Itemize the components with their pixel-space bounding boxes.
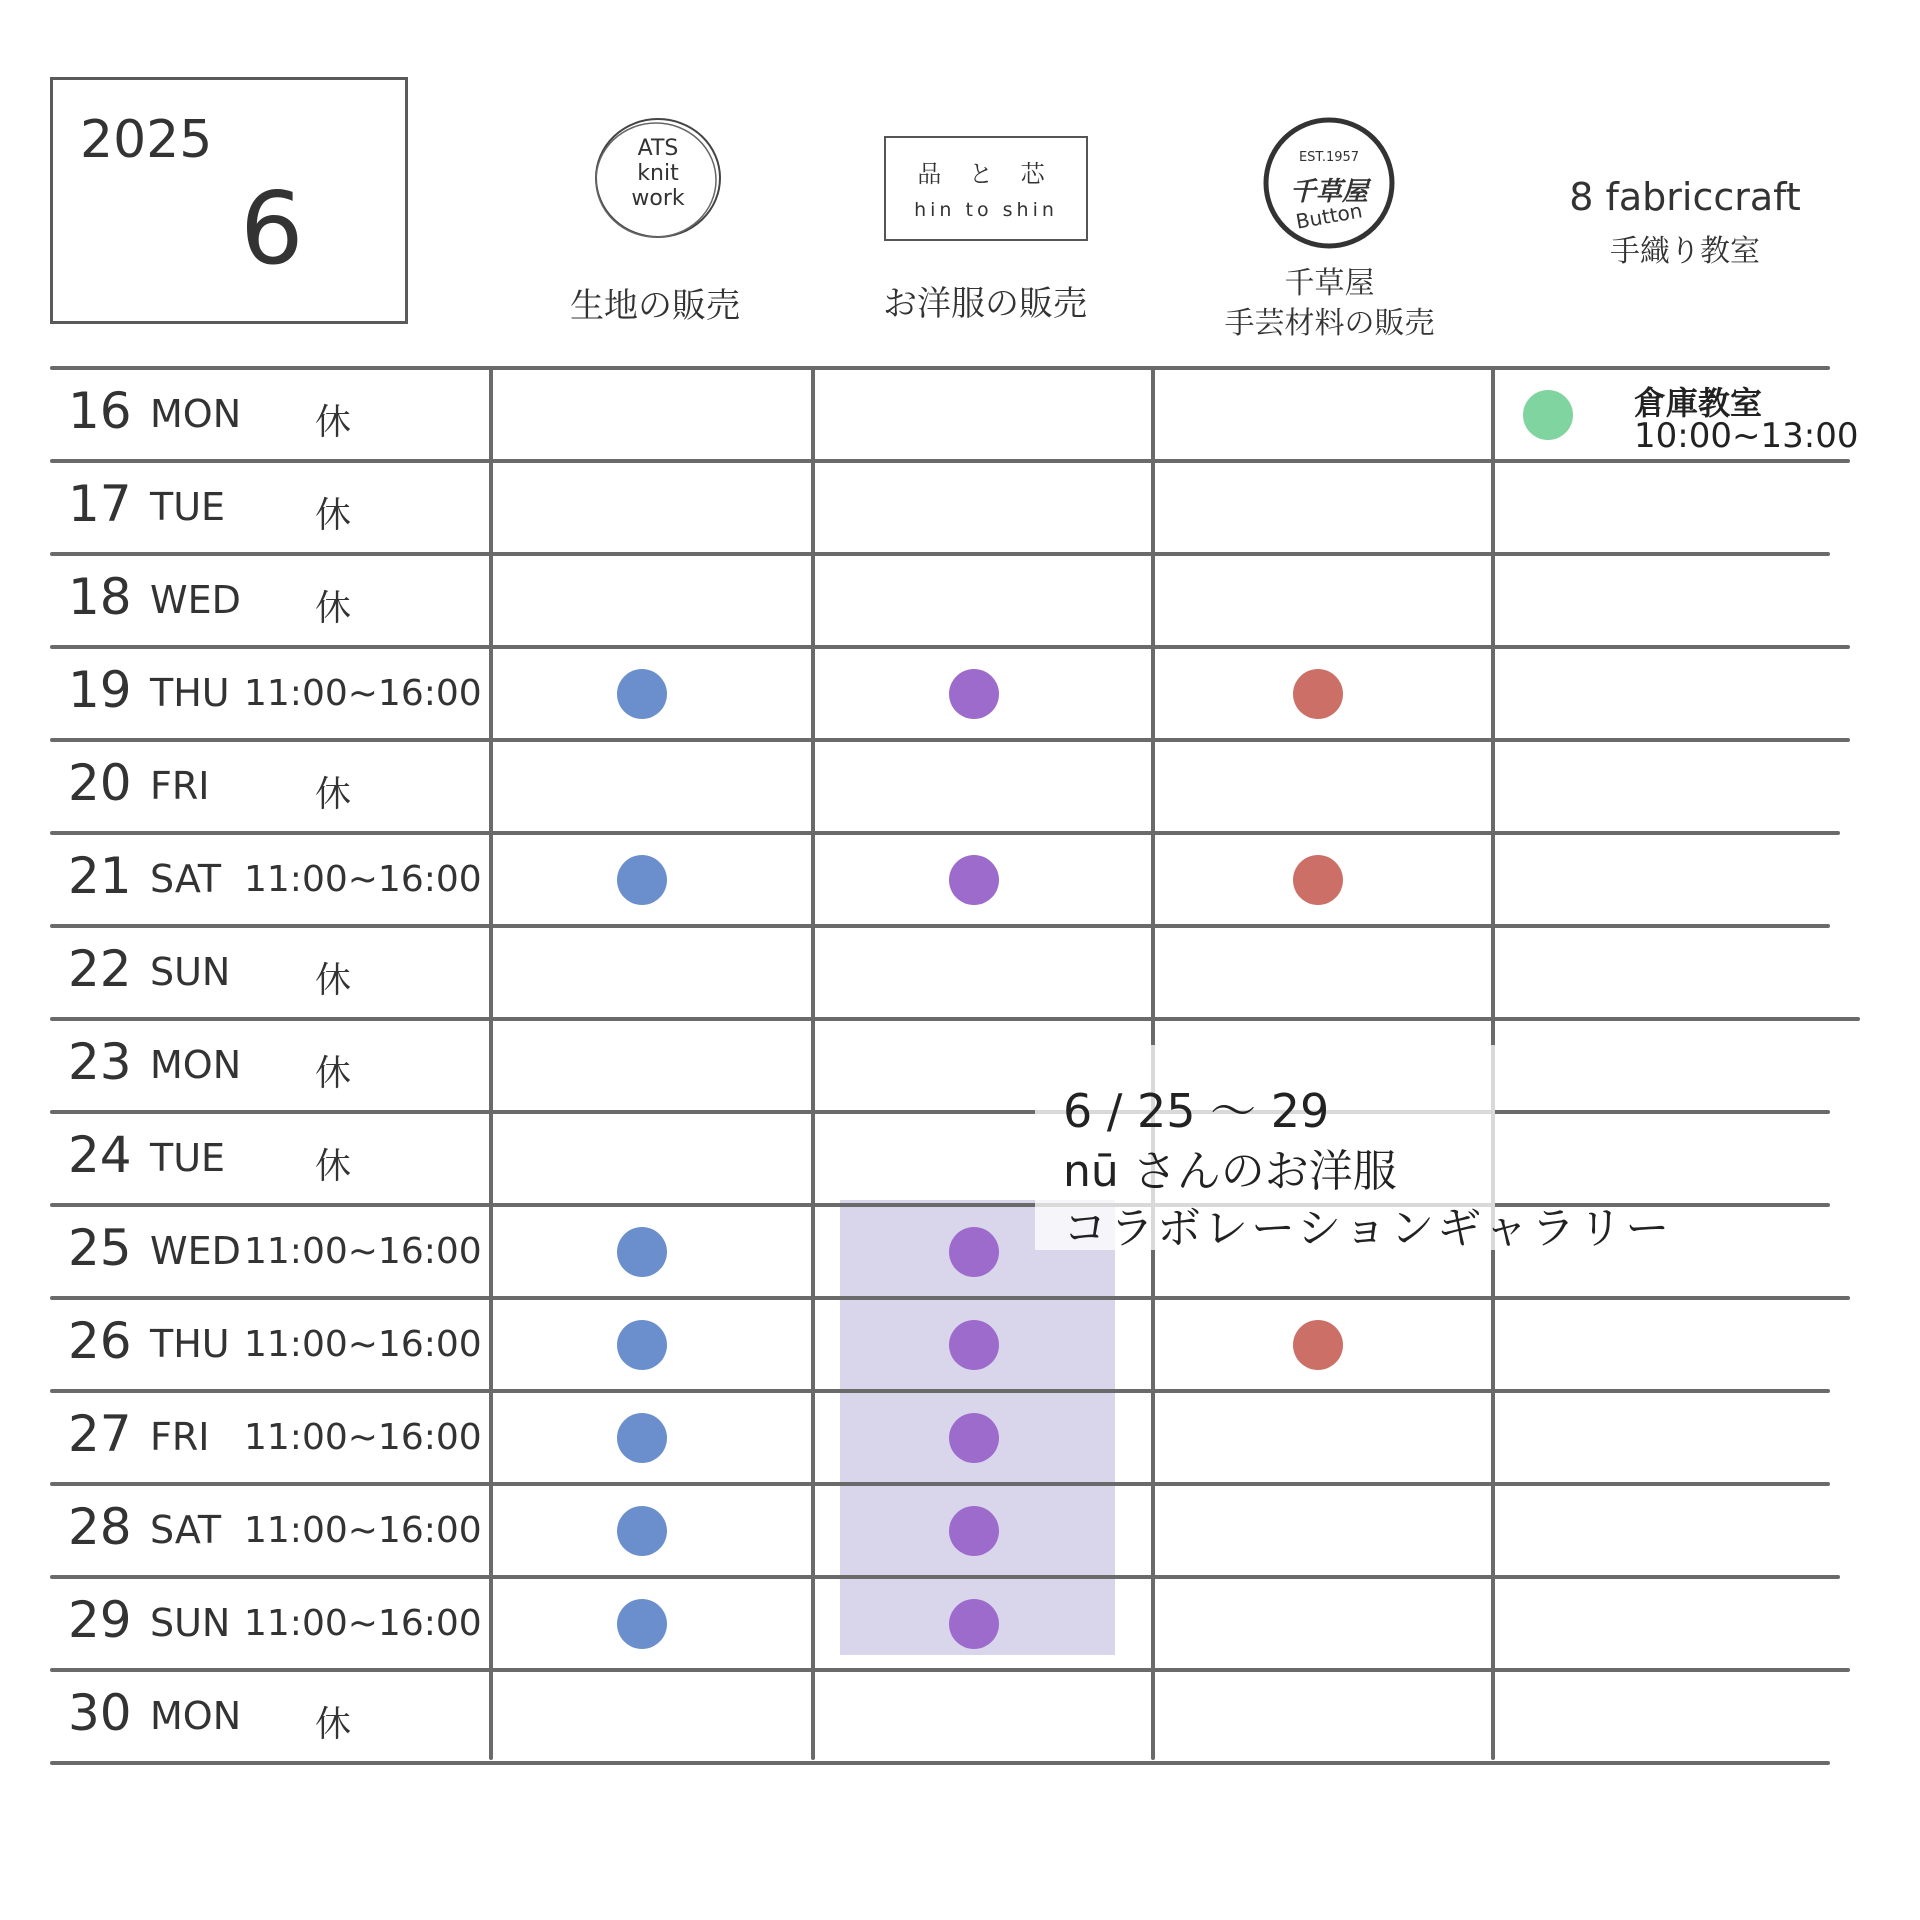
closed-label: 休 [315, 1704, 352, 1745]
workshop-time: 10:00~13:00 [1634, 416, 1859, 456]
row-divider [50, 1296, 1850, 1300]
day-of-week: SUN [150, 950, 231, 994]
row-divider [50, 366, 1830, 370]
closed-label: 休 [315, 960, 352, 1001]
day-of-week: SAT [150, 857, 222, 901]
schedule-dot [617, 855, 667, 905]
schedule-dot [617, 1227, 667, 1277]
open-hours: 11:00~16:00 [244, 859, 482, 900]
row-divider [50, 1668, 1850, 1672]
open-hours: 11:00~16:00 [244, 1510, 482, 1551]
logo-text: work [631, 186, 685, 211]
ats-knit-work-logo [592, 114, 724, 242]
day-number: 24 [68, 1126, 132, 1184]
day-of-week: WED [150, 1229, 241, 1273]
schedule-dot [1523, 390, 1573, 440]
year-label: 2025 [80, 110, 213, 170]
day-number: 25 [68, 1219, 132, 1277]
row-divider [50, 645, 1850, 649]
schedule-dot [617, 1413, 667, 1463]
closed-label: 休 [315, 774, 352, 815]
day-of-week: SUN [150, 1601, 231, 1645]
schedule-dot [617, 1599, 667, 1649]
schedule-dot [949, 669, 999, 719]
schedule-dot [617, 1506, 667, 1556]
day-of-week: WED [150, 578, 241, 622]
day-number: 21 [68, 847, 132, 905]
day-of-week: SAT [150, 1508, 222, 1552]
column-divider [489, 367, 493, 1760]
row-divider [50, 1482, 1830, 1486]
day-number: 22 [68, 940, 132, 998]
logo-text: knit [637, 161, 679, 186]
row-divider [50, 924, 1830, 928]
chigusaya-button-logo [1262, 116, 1396, 250]
row-divider [50, 1389, 1830, 1393]
day-number: 28 [68, 1498, 132, 1556]
schedule-dot [1293, 669, 1343, 719]
month-number: 6 [240, 170, 304, 287]
schedule-dot [949, 855, 999, 905]
logo-text: ATS [637, 136, 679, 161]
column-divider [811, 367, 815, 1760]
day-number: 26 [68, 1312, 132, 1370]
column-label-weaving-class: 手織り教室 [1610, 234, 1760, 269]
row-divider [50, 1575, 1840, 1579]
gallery-title: nū さんのお洋服 [1063, 1146, 1397, 1197]
day-number: 27 [68, 1405, 132, 1463]
open-hours: 11:00~16:00 [244, 1417, 482, 1458]
hin-to-shin-logo [884, 136, 1088, 241]
day-of-week: TUE [150, 485, 226, 529]
logo-text: Button [1293, 198, 1365, 234]
day-of-week: MON [150, 1694, 242, 1738]
schedule-dot [617, 669, 667, 719]
day-of-week: MON [150, 1043, 242, 1087]
gallery-subtitle: コラボレーションギャラリー [1063, 1203, 1673, 1254]
closed-label: 休 [315, 1146, 352, 1187]
row-divider [50, 1761, 1830, 1765]
open-hours: 11:00~16:00 [244, 1231, 482, 1272]
column-label-chigusaya: 千草屋 [1284, 266, 1375, 301]
logo-text: hin to shin [914, 199, 1058, 221]
schedule-dot [949, 1320, 999, 1370]
day-number: 17 [68, 475, 132, 533]
closed-label: 休 [315, 495, 352, 536]
column-label-fabriccraft: 8 fabriccraft [1569, 175, 1801, 219]
day-number: 29 [68, 1591, 132, 1649]
row-divider [50, 1017, 1860, 1021]
logo-text: 品 と 芯 [917, 160, 1055, 188]
column-label-clothes: お洋服の販売 [883, 284, 1087, 324]
day-number: 30 [68, 1684, 132, 1742]
column-label-fabric: 生地の販売 [570, 286, 740, 326]
closed-label: 休 [315, 588, 352, 629]
open-hours: 11:00~16:00 [244, 1324, 482, 1365]
schedule-dot [949, 1227, 999, 1277]
closed-label: 休 [315, 402, 352, 443]
day-of-week: TUE [150, 1136, 226, 1180]
gallery-dates: 6 / 25 ～ 29 [1063, 1084, 1330, 1138]
open-hours: 11:00~16:00 [244, 1603, 482, 1644]
row-divider [50, 831, 1840, 835]
workshop-place: 倉庫教室 [1634, 384, 1763, 422]
row-divider [50, 459, 1850, 463]
row-divider [50, 1110, 1830, 1114]
day-of-week: THU [150, 1322, 230, 1366]
row-divider [50, 738, 1850, 742]
day-number: 19 [68, 661, 132, 719]
open-hours: 11:00~16:00 [244, 673, 482, 714]
schedule-dot [617, 1320, 667, 1370]
schedule-dot [949, 1413, 999, 1463]
day-number: 20 [68, 754, 132, 812]
day-number: 16 [68, 382, 132, 440]
schedule-dot [949, 1599, 999, 1649]
day-number: 18 [68, 568, 132, 626]
closed-label: 休 [315, 1053, 352, 1094]
logo-text: 千草屋 [1289, 177, 1368, 207]
schedule-dot [1293, 1320, 1343, 1370]
schedule-dot [1293, 855, 1343, 905]
logo-text: EST.1957 [1298, 150, 1360, 165]
column-label-craft-supplies: 手芸材料の販売 [1224, 306, 1435, 341]
day-of-week: THU [150, 671, 230, 715]
day-of-week: MON [150, 392, 242, 436]
day-of-week: FRI [150, 764, 210, 808]
day-number: 23 [68, 1033, 132, 1091]
day-of-week: FRI [150, 1415, 210, 1459]
schedule-dot [949, 1506, 999, 1556]
row-divider [50, 552, 1830, 556]
